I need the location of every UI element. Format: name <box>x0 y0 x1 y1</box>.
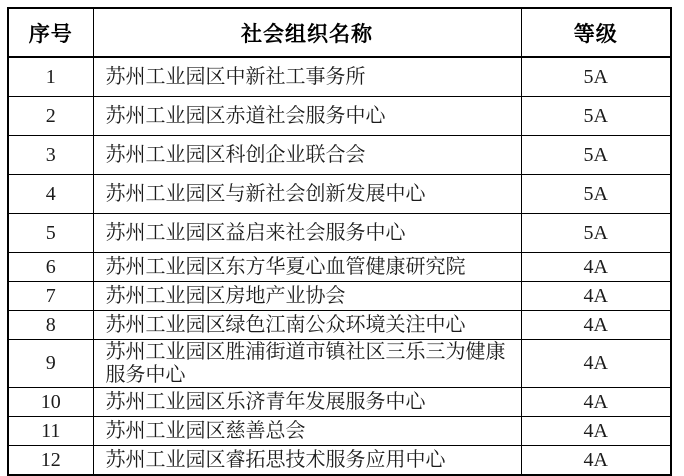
table-row <box>8 214 671 253</box>
cell-grade: 4A <box>521 446 671 476</box>
table-row <box>8 311 671 340</box>
cell-index: 11 <box>8 417 93 446</box>
cell-index: 4 <box>8 175 93 214</box>
table-row <box>8 175 671 214</box>
cell-grade: 4A <box>521 340 671 388</box>
cell-name: 苏州工业园区睿拓思技术服务应用中心 <box>93 446 521 476</box>
cell-name: 苏州工业园区胜浦街道市镇社区三乐三为健康服务中心 <box>93 340 521 388</box>
cell-grade: 5A <box>521 214 671 253</box>
table-row <box>8 388 671 417</box>
cell-name: 苏州工业园区中新社工事务所 <box>93 57 521 97</box>
cell-name: 苏州工业园区赤道社会服务中心 <box>93 97 521 136</box>
cell-name: 苏州工业园区绿色江南公众环境关注中心 <box>93 311 521 340</box>
cell-grade: 5A <box>521 57 671 97</box>
cell-index: 2 <box>8 97 93 136</box>
table-row <box>8 417 671 446</box>
table-header <box>8 8 671 57</box>
cell-grade: 5A <box>521 136 671 175</box>
cell-name: 苏州工业园区慈善总会 <box>93 417 521 446</box>
table-row <box>8 446 671 476</box>
cell-name: 苏州工业园区益启来社会服务中心 <box>93 214 521 253</box>
cell-index: 6 <box>8 253 93 282</box>
cell-name: 苏州工业园区东方华夏心血管健康研究院 <box>93 253 521 282</box>
cell-index: 12 <box>8 446 93 476</box>
cell-index: 8 <box>8 311 93 340</box>
table-row <box>8 282 671 311</box>
table-row <box>8 136 671 175</box>
header-cell-grade: 等级 <box>521 8 671 57</box>
cell-name: 苏州工业园区与新社会创新发展中心 <box>93 175 521 214</box>
cell-index: 1 <box>8 57 93 97</box>
header-cell-name: 社会组织名称 <box>93 8 521 57</box>
cell-grade: 4A <box>521 282 671 311</box>
cell-index: 7 <box>8 282 93 311</box>
table-row <box>8 253 671 282</box>
org-rating-table <box>7 7 672 476</box>
cell-index: 3 <box>8 136 93 175</box>
cell-grade: 5A <box>521 175 671 214</box>
table-row <box>8 57 671 97</box>
cell-grade: 4A <box>521 388 671 417</box>
cell-name: 苏州工业园区乐济青年发展服务中心 <box>93 388 521 417</box>
cell-index: 9 <box>8 340 93 388</box>
cell-index: 5 <box>8 214 93 253</box>
header-cell-index: 序号 <box>8 8 93 57</box>
cell-index: 10 <box>8 388 93 417</box>
header-row <box>8 8 671 57</box>
cell-grade: 4A <box>521 253 671 282</box>
cell-grade: 4A <box>521 311 671 340</box>
cell-grade: 5A <box>521 97 671 136</box>
table-body <box>8 57 671 475</box>
table-row <box>8 340 671 388</box>
cell-name: 苏州工业园区房地产业协会 <box>93 282 521 311</box>
table-row <box>8 97 671 136</box>
cell-grade: 4A <box>521 417 671 446</box>
cell-name: 苏州工业园区科创企业联合会 <box>93 136 521 175</box>
